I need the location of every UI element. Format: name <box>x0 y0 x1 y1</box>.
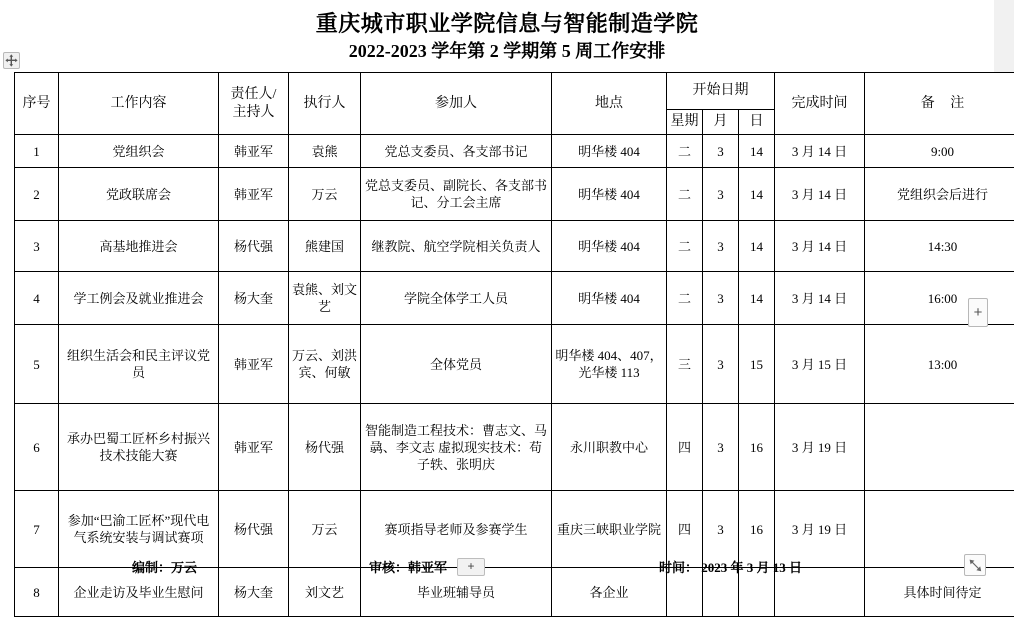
footer-date: 时间： 2023 年 3 月 13 日 <box>659 556 802 580</box>
cell-finish-time: 3 月 14 日 <box>775 221 865 272</box>
cell-month: 3 <box>703 491 739 568</box>
cell-work-content: 学工例会及就业推进会 <box>59 272 219 325</box>
cell-owner: 杨代强 <box>219 221 289 272</box>
cell-place: 明华楼 404 <box>552 272 667 325</box>
schedule-table <box>14 72 1014 617</box>
cell-weekday: 二 <box>667 272 703 325</box>
header-participants: 参加人 <box>361 73 552 135</box>
cell-place: 永川职教中心 <box>552 404 667 491</box>
cell-executor: 万云 <box>289 168 361 221</box>
cell-executor: 熊建国 <box>289 221 361 272</box>
cell-finish-time: 3 月 14 日 <box>775 135 865 168</box>
add-signature-button[interactable]: + <box>457 558 485 576</box>
cell-place: 明华楼 404 <box>552 168 667 221</box>
cell-month: 3 <box>703 168 739 221</box>
cell-place: 明华楼 404 <box>552 135 667 168</box>
cell-work-content: 高基地推进会 <box>59 221 219 272</box>
cell-owner: 杨大奎 <box>219 568 289 617</box>
header-month: 月 <box>703 110 739 135</box>
cell-work-content: 企业走访及毕业生慰问 <box>59 568 219 617</box>
cell-participants: 党总支委员、各支部书记 <box>361 135 552 168</box>
table-row[interactable] <box>15 325 1014 404</box>
table-row[interactable] <box>15 272 1014 325</box>
cell-no: 4 <box>15 272 59 325</box>
add-row-button[interactable]: + <box>968 298 988 327</box>
cell-work-content: 参加“巴渝工匠杯”现代电气系统安装与调试赛项 <box>59 491 219 568</box>
cell-remark: 16:00 <box>865 272 1014 325</box>
cell-remark <box>865 404 1014 491</box>
cell-remark: 党组织会后进行 <box>865 168 1014 221</box>
cell-owner: 韩亚军 <box>219 325 289 404</box>
cell-executor: 万云、刘洪宾、何敏 <box>289 325 361 404</box>
cell-owner: 杨代强 <box>219 491 289 568</box>
cell-day: 14 <box>739 221 775 272</box>
cell-no: 1 <box>15 135 59 168</box>
cell-place: 各企业 <box>552 568 667 617</box>
table-row[interactable] <box>15 135 1014 168</box>
cell-finish-time: 3 月 14 日 <box>775 272 865 325</box>
cell-month: 3 <box>703 404 739 491</box>
cell-finish-time: 3 月 15 日 <box>775 325 865 404</box>
cell-remark: 9:00 <box>865 135 1014 168</box>
cell-month: 3 <box>703 325 739 404</box>
move-handle-icon[interactable] <box>3 52 20 69</box>
cell-no: 2 <box>15 168 59 221</box>
header-remark: 备 注 <box>865 73 1014 135</box>
cell-owner: 韩亚军 <box>219 168 289 221</box>
cell-no: 8 <box>15 568 59 617</box>
cell-no: 3 <box>15 221 59 272</box>
header-owner-line2: 主持人 <box>233 105 275 120</box>
cell-executor: 袁熊、刘文艺 <box>289 272 361 325</box>
header-place: 地点 <box>552 73 667 135</box>
cell-participants: 毕业班辅导员 <box>361 568 552 617</box>
cell-participants: 全体党员 <box>361 325 552 404</box>
cell-month: 3 <box>703 221 739 272</box>
footer-reviewed-by-group <box>369 556 485 580</box>
cell-participants: 赛项指导老师及参赛学生 <box>361 491 552 568</box>
cell-weekday: 三 <box>667 325 703 404</box>
cell-owner: 杨大奎 <box>219 272 289 325</box>
cell-finish-time: 3 月 19 日 <box>775 491 865 568</box>
cell-remark: 13:00 <box>865 325 1014 404</box>
cell-month: 3 <box>703 135 739 168</box>
table-row[interactable] <box>15 404 1014 491</box>
cell-work-content: 承办巴蜀工匠杯乡村振兴技术技能大赛 <box>59 404 219 491</box>
cell-day: 14 <box>739 168 775 221</box>
footer-prepared-by: 编制：万云 <box>132 556 197 580</box>
header-day: 日 <box>739 110 775 135</box>
cell-finish-time: 3 月 14 日 <box>775 168 865 221</box>
cell-weekday: 二 <box>667 168 703 221</box>
table-header-row-primary <box>15 73 1014 110</box>
cell-executor: 杨代强 <box>289 404 361 491</box>
cell-day: 16 <box>739 491 775 568</box>
cell-work-content: 组织生活会和民主评议党员 <box>59 325 219 404</box>
cell-no: 5 <box>15 325 59 404</box>
cell-no: 6 <box>15 404 59 491</box>
cell-finish-time: 3 月 19 日 <box>775 404 865 491</box>
page-title: 重庆城市职业学院信息与智能制造学院 <box>0 10 1014 38</box>
cell-day: 15 <box>739 325 775 404</box>
cell-work-content: 党组织会 <box>59 135 219 168</box>
cell-day: 14 <box>739 272 775 325</box>
schedule-table-wrapper <box>14 72 980 617</box>
table-row[interactable] <box>15 221 1014 272</box>
header-weekday: 星期 <box>667 110 703 135</box>
footer-reviewed-by: 审核：韩亚军 <box>369 560 447 575</box>
cell-executor: 袁熊 <box>289 135 361 168</box>
header-owner-line1: 责任人/ <box>231 87 277 102</box>
cell-remark: 具体时间待定 <box>865 568 1014 617</box>
cell-remark: 14:30 <box>865 221 1014 272</box>
cell-work-content: 党政联席会 <box>59 168 219 221</box>
cell-place: 重庆三峡职业学院 <box>552 491 667 568</box>
resize-handle-icon[interactable] <box>964 554 986 576</box>
cell-owner: 韩亚军 <box>219 404 289 491</box>
header-start-date: 开始日期 <box>667 73 775 110</box>
cell-participants: 党总支委员、副院长、各支部书记、分工会主席 <box>361 168 552 221</box>
cell-no: 7 <box>15 491 59 568</box>
cell-participants: 继教院、航空学院相关负责人 <box>361 221 552 272</box>
cell-month: 3 <box>703 272 739 325</box>
page-subtitle: 2022-2023 学年第 2 学期第 5 周工作安排 <box>0 39 1014 63</box>
header-finish-time: 完成时间 <box>775 73 865 135</box>
cell-day: 14 <box>739 135 775 168</box>
cell-owner: 韩亚军 <box>219 135 289 168</box>
footer-bar <box>14 556 980 580</box>
title-block <box>0 10 1014 63</box>
cell-executor: 万云 <box>289 491 361 568</box>
cell-weekday: 四 <box>667 404 703 491</box>
cell-participants: 学院全体学工人员 <box>361 272 552 325</box>
header-owner <box>219 73 289 135</box>
cell-day: 16 <box>739 404 775 491</box>
cell-weekday: 二 <box>667 135 703 168</box>
cell-executor: 刘文艺 <box>289 568 361 617</box>
cell-weekday: 四 <box>667 491 703 568</box>
schedule-table-body <box>15 135 1014 617</box>
table-row[interactable] <box>15 168 1014 221</box>
header-no: 序号 <box>15 73 59 135</box>
cell-participants: 智能制造工程技术：曹志文、马骉、李文志 虚拟现实技术：苟子轶、张明庆 <box>361 404 552 491</box>
cell-place: 明华楼 404 <box>552 221 667 272</box>
header-work-content: 工作内容 <box>59 73 219 135</box>
cell-place: 明华楼 404、407，光华楼 113 <box>552 325 667 404</box>
header-executor: 执行人 <box>289 73 361 135</box>
cell-weekday: 二 <box>667 221 703 272</box>
